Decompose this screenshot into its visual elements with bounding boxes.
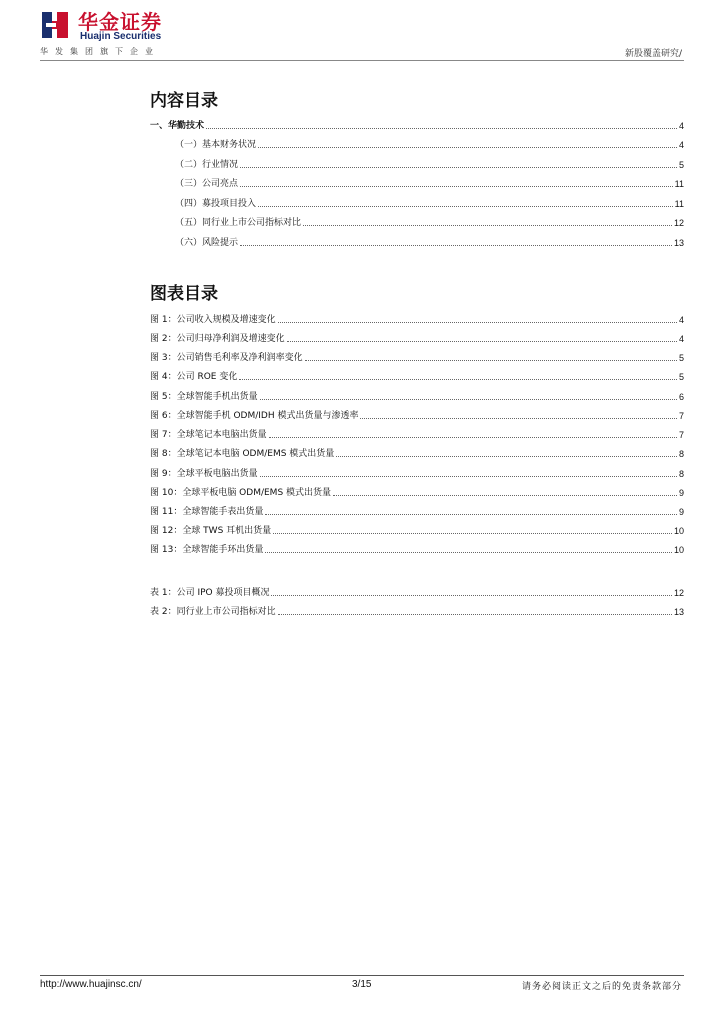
footer-page-number: 3/15: [352, 979, 372, 990]
toc-item-page: 13: [673, 238, 684, 248]
figure-item-label: 图 2：公司归母净利润及增速变化: [150, 334, 285, 344]
huajin-logo-icon: [40, 10, 70, 40]
table-list-item[interactable]: [150, 604, 684, 618]
figure-list-item[interactable]: [150, 542, 684, 556]
toc-item-page: 4: [678, 121, 684, 131]
dot-leader: [258, 206, 673, 207]
dot-leader: [287, 341, 677, 342]
figure-item-page: 10: [673, 545, 684, 555]
table-item-page: 12: [673, 588, 684, 598]
toc-item[interactable]: [175, 215, 684, 229]
dot-leader: [278, 614, 672, 615]
toc-item-label: （一）基本财务状况: [175, 140, 257, 150]
figure-item-page: 10: [673, 526, 684, 536]
footer-divider: [40, 975, 684, 976]
table-list-item[interactable]: [150, 585, 684, 599]
figure-item-page: 6: [678, 392, 684, 402]
toc-item-page: 5: [678, 160, 684, 170]
figure-item-label: 图 4：公司 ROE 变化: [150, 372, 238, 382]
figure-list-item[interactable]: [150, 427, 684, 441]
dot-leader: [240, 186, 673, 187]
figure-item-label: 图 9：全球平板电脑出货量: [150, 469, 258, 479]
header-divider: [40, 60, 684, 61]
dot-leader: [265, 514, 677, 515]
toc-item[interactable]: [175, 137, 684, 151]
figure-item-page: 5: [678, 353, 684, 363]
toc-item-label: （三）公司亮点: [175, 179, 239, 189]
table-item-label: 表 2：同行业上市公司指标对比: [150, 607, 276, 617]
figure-list-item[interactable]: [150, 389, 684, 403]
dot-leader: [336, 456, 677, 457]
footer-website-link[interactable]: http://www.huajinsc.cn/: [40, 979, 142, 990]
figure-list-item[interactable]: [150, 369, 684, 383]
toc-item-page: 4: [678, 140, 684, 150]
toc-item[interactable]: [175, 176, 684, 190]
figure-item-page: 9: [678, 488, 684, 498]
figure-item-label: 图 6：全球智能手机 ODM/IDH 模式出货量与渗透率: [150, 411, 359, 421]
figure-item-page: 7: [678, 411, 684, 421]
figure-item-page: 8: [678, 449, 684, 459]
figure-item-page: 7: [678, 430, 684, 440]
toc-item-label: 一、华勤技术: [150, 121, 205, 131]
figure-item-label: 图 1：公司收入规模及增速变化: [150, 315, 276, 325]
figure-item-page: 5: [678, 372, 684, 382]
dot-leader: [260, 399, 677, 400]
footer-disclaimer: 请务必阅读正文之后的免责条款部分: [521, 982, 682, 992]
figure-item-page: 8: [678, 469, 684, 479]
dot-leader: [206, 128, 677, 129]
figure-item-page: 9: [678, 507, 684, 517]
figures-list-title: 图表目录: [150, 284, 218, 304]
table-item-page: 13: [673, 607, 684, 617]
figure-list-item[interactable]: [150, 331, 684, 345]
toc-item[interactable]: [175, 157, 684, 171]
figure-item-page: 4: [678, 334, 684, 344]
page-header: [40, 0, 684, 64]
toc-title: 内容目录: [150, 91, 218, 111]
figure-list-item[interactable]: [150, 408, 684, 422]
dot-leader: [360, 418, 677, 419]
figure-list-item[interactable]: [150, 350, 684, 364]
figure-item-label: 图 5：全球智能手机出货量: [150, 392, 258, 402]
dot-leader: [240, 167, 677, 168]
report-category: 新股覆盖研究/: [624, 49, 682, 59]
toc-item-page: 12: [673, 218, 684, 228]
figure-list-item[interactable]: [150, 466, 684, 480]
figure-item-label: 图 10：全球平板电脑 ODM/EMS 模式出货量: [150, 488, 332, 498]
dot-leader: [265, 552, 672, 553]
dot-leader: [240, 245, 672, 246]
dot-leader: [271, 595, 672, 596]
dot-leader: [258, 147, 677, 148]
figure-item-label: 图 3：公司销售毛利率及净利润率变化: [150, 353, 303, 363]
table-item-label: 表 1：公司 IPO 募投项目概况: [150, 588, 270, 598]
figure-item-label: 图 7：全球笔记本电脑出货量: [150, 430, 267, 440]
figure-item-label: 图 12：全球 TWS 耳机出货量: [150, 526, 272, 536]
toc-item[interactable]: [175, 196, 684, 210]
figure-list-item[interactable]: [150, 523, 684, 537]
toc-item-page: 11: [674, 199, 684, 209]
figure-item-label: 图 11：全球智能手表出货量: [150, 507, 264, 517]
dot-leader: [333, 495, 677, 496]
brand-name-cn: 华金证券: [78, 10, 162, 34]
brand-name-en: Huajin Securities: [80, 31, 162, 42]
dot-leader: [273, 533, 672, 534]
figure-item-label: 图 13：全球智能手环出货量: [150, 545, 264, 555]
dot-leader: [278, 322, 677, 323]
figure-list-item[interactable]: [150, 446, 684, 460]
figure-list-item[interactable]: [150, 485, 684, 499]
brand-slogan: 华发集团旗下企业: [40, 47, 160, 56]
toc-item-label: （四）募投项目投入: [175, 199, 257, 209]
toc-item-label: （五）同行业上市公司指标对比: [175, 218, 302, 228]
toc-item-page: 11: [674, 179, 684, 189]
dot-leader: [260, 476, 677, 477]
toc-item-label: （六）风险提示: [175, 238, 239, 248]
figure-item-page: 4: [678, 315, 684, 325]
toc-item-label: （二）行业情况: [175, 160, 239, 170]
figure-item-label: 图 8：全球笔记本电脑 ODM/EMS 模式出货量: [150, 449, 335, 459]
dot-leader: [269, 437, 677, 438]
dot-leader: [239, 379, 677, 380]
figure-list-item[interactable]: [150, 312, 684, 326]
toc-item[interactable]: [175, 235, 684, 249]
figure-list-item[interactable]: [150, 504, 684, 518]
dot-leader: [305, 360, 677, 361]
toc-item[interactable]: [150, 118, 684, 132]
dot-leader: [303, 225, 672, 226]
